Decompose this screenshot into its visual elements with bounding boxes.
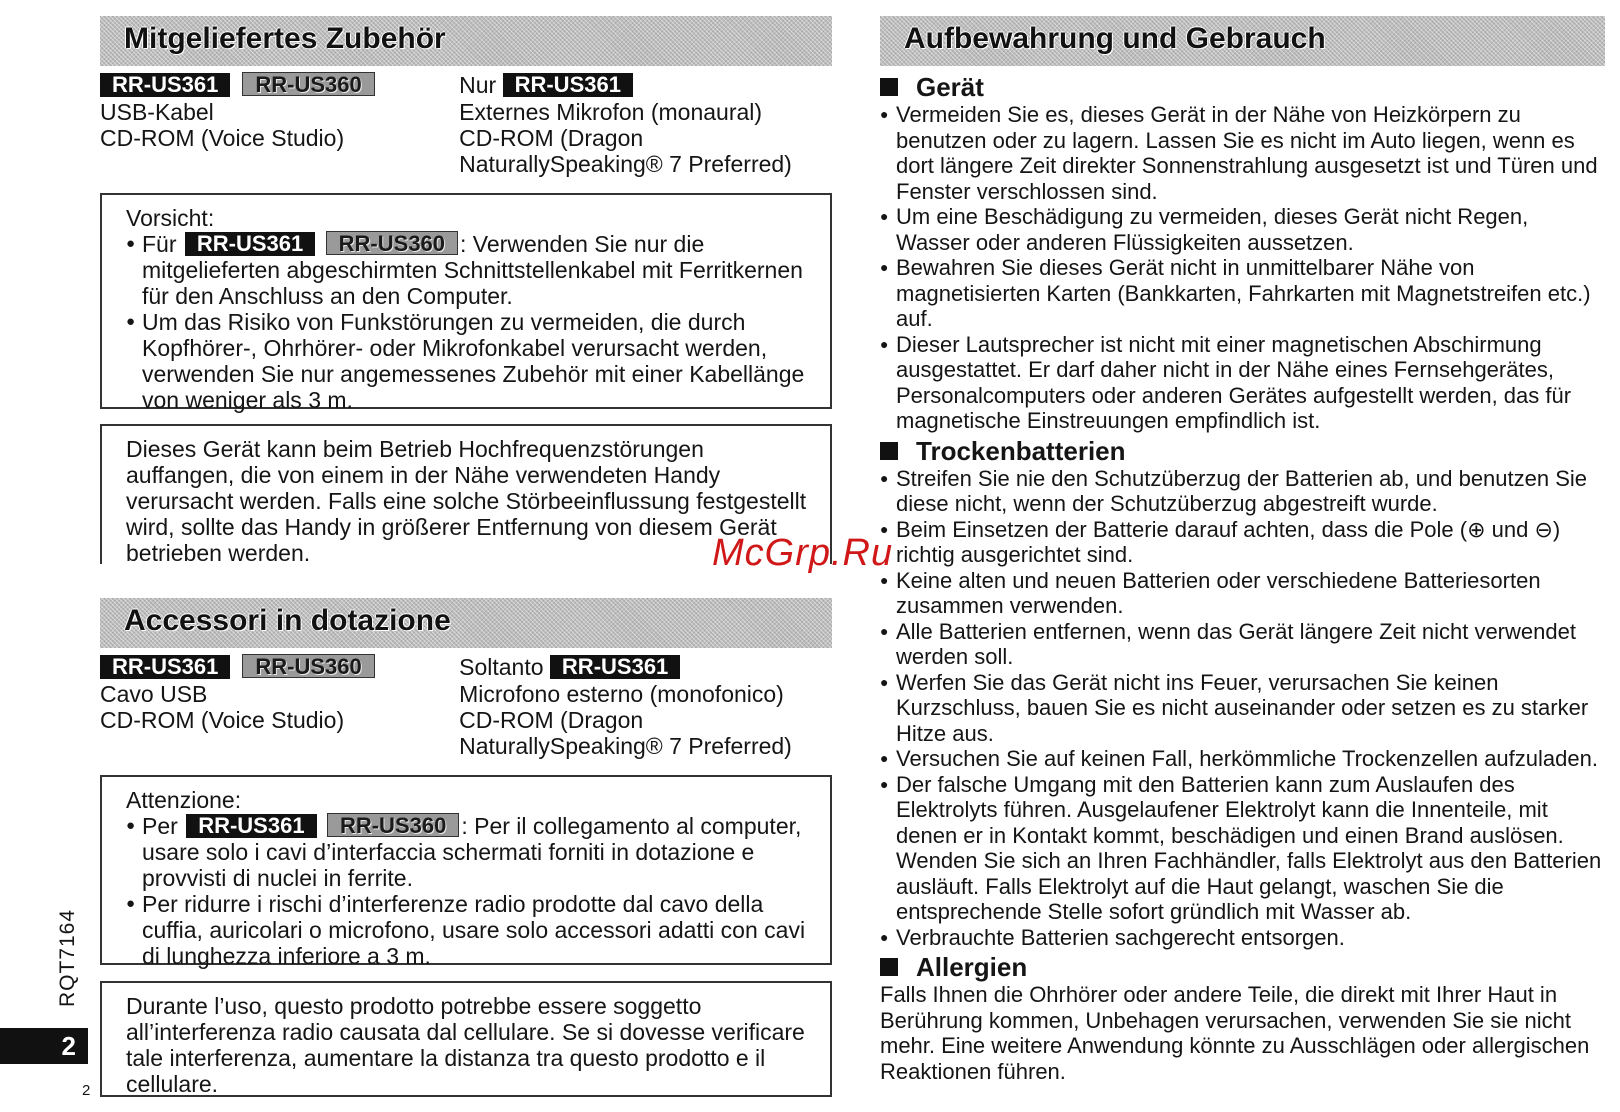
model-badge-us361: RR-US361 bbox=[185, 232, 315, 256]
bullet-text: : Verwenden Sie nur die mitgelieferten abgeschirmten Schnittstellenkabel mit Ferritkernen für den Anschluss an den Computer. bbox=[142, 231, 803, 309]
bullet-prefix: Per bbox=[142, 813, 178, 839]
square-bullet-icon bbox=[880, 958, 898, 976]
accessory-item: CD-ROM (Dragon bbox=[459, 707, 644, 733]
right-column bbox=[880, 16, 1605, 1084]
watermark: McGrp.Ru bbox=[712, 532, 894, 574]
accessory-item: CD-ROM (Voice Studio) bbox=[100, 707, 345, 733]
list-item: ● Werfen Sie das Gerät nicht ins Feuer, verursachen Sie keinen Kurzschluss, bauen Sie es nicht auseinander oder setzen es zu starker Hitze aus. bbox=[880, 670, 1605, 747]
caution-bullet: ● Per ridurre i rischi d’interferenze radio prodotte dal cavo della cuffia, auricolari o microfono, usare solo accessori adatti con cavi di lunghezza inferiore a 3 m. bbox=[126, 891, 810, 969]
accessory-item: CD-ROM (Dragon bbox=[459, 125, 644, 151]
caution-bullet bbox=[126, 231, 810, 309]
square-bullet-icon bbox=[880, 442, 898, 460]
notice-box-it bbox=[100, 981, 832, 1097]
list-item: ● Beim Einsetzen der Batterie darauf achten, dass die Pole (⊕ und ⊖) richtig ausgerichtet sind. bbox=[880, 517, 1605, 568]
model-badge-us360: RR-US360 bbox=[327, 813, 459, 837]
list-item: ● Um eine Beschädigung zu vermeiden, dieses Gerät nicht Regen, Wasser oder anderen Flüssigkeiten aussetzen. bbox=[880, 204, 1605, 255]
accessory-item: Externes Mikrofon (monaural) bbox=[459, 99, 763, 125]
accessory-list-it bbox=[100, 654, 832, 759]
accessory-item: Microfono esterno (monofonico) bbox=[459, 681, 784, 707]
model-badge-us360: RR-US360 bbox=[242, 654, 374, 678]
accessory-item: USB-Kabel bbox=[100, 99, 214, 125]
list-item: ● Alle Batterien entfernen, wenn das Gerät längere Zeit nicht verwendet werden soll. bbox=[880, 619, 1605, 670]
list-item: ● Bewahren Sie dieses Gerät nicht in unmittelbarer Nähe von magnetisierten Karten (Bankkarten, Fahrkarten mit Magnetstreifen etc.) auf. bbox=[880, 255, 1605, 332]
section-heading-accessories-de bbox=[100, 16, 832, 66]
model-badge-us361: RR-US361 bbox=[503, 73, 633, 97]
subheading-allergies: Allergien bbox=[880, 952, 1605, 982]
subheading-batteries: Trockenbatterien bbox=[880, 436, 1605, 466]
list-item: ● Versuchen Sie auf keinen Fall, herkömmliche Trockenzellen aufzuladen. bbox=[880, 746, 1605, 772]
section-heading-storage bbox=[880, 16, 1605, 66]
square-bullet-icon bbox=[880, 78, 898, 96]
accessory-list-de bbox=[100, 72, 832, 177]
model-badge-us360: RR-US360 bbox=[326, 231, 458, 255]
small-page-number: 2 bbox=[82, 1082, 91, 1099]
allergy-text: Falls Ihnen die Ohrhörer oder andere Teile, die direkt mit Ihrer Haut in Berührung kommen, Unbehagen verursachen, verwenden Sie sie nicht mehr. Eine weitere Anwendung könnte zu Ausschlägen oder allergischen Reaktionen führen. bbox=[880, 982, 1590, 1084]
heading-text: Aufbewahrung und Gebrauch bbox=[904, 22, 1326, 55]
model-badge-us361: RR-US361 bbox=[100, 73, 230, 97]
list-item: ● Verbrauchte Batterien sachgerecht entsorgen. bbox=[880, 925, 1605, 951]
caution-label: Vorsicht: bbox=[126, 205, 215, 231]
list-item: ● Vermeiden Sie es, dieses Gerät in der Nähe von Heizkörpern zu benutzen oder zu lagern. Lassen Sie es nicht im Auto liegen, wenn es dort längere Zeit direkter Sonnenstrahlung ausgesetzt ist und Türen und Fenster verschlossen sind. bbox=[880, 102, 1605, 204]
doc-code: RQT7164 bbox=[56, 908, 80, 1008]
caution-bullet: ● Um das Risiko von Funkstörungen zu vermeiden, die durch Kopfhörer-, Ohrhörer- oder Mikrofonkabel verursacht werden, verwenden Sie nur angemessenes Zubehör mit einer Kabellänge von weniger als 3 m. bbox=[126, 309, 810, 413]
list-item: ● Streifen Sie nie den Schutzüberzug der Batterien ab, und benutzen Sie diese nicht, wenn der Schutzüberzug abgestreift wurde. bbox=[880, 466, 1605, 517]
bullet-text: : Per il collegamento al computer, usare solo i cavi d’interfaccia schermati forniti in dotazione e provvisti di nuclei in ferrite. bbox=[142, 813, 802, 891]
page-number: 2 bbox=[0, 1028, 88, 1064]
notice-text: Durante l’uso, questo prodotto potrebbe essere soggetto all’interferenza radio causata dal cellulare. Se si dovesse verificare tale interferenza, aumentare la distanza tra questo prodotto e il cellulare. bbox=[126, 993, 805, 1097]
accessory-item: Cavo USB bbox=[100, 681, 208, 707]
notice-text: Dieses Gerät kann beim Betrieb Hochfrequenzstörungen auffangen, die von einem in der Nähe verwendeten Handy verursacht werden. Falls eine solche Störbeeinflussung festgestellt wird, sollte das Handy in größerer Entfernung von diesem Gerät betrieben werden. bbox=[126, 436, 807, 566]
heading-text: Mitgeliefertes Zubehör bbox=[124, 22, 446, 55]
model-badge-us361: RR-US361 bbox=[550, 655, 680, 679]
accessory-item: CD-ROM (Voice Studio) bbox=[100, 125, 345, 151]
caution-bullet bbox=[126, 813, 810, 891]
battery-list bbox=[880, 466, 1605, 951]
accessory-item: NaturallySpeaking® 7 Preferred) bbox=[459, 151, 792, 177]
subheading-geraet: Gerät bbox=[880, 72, 1605, 102]
geraet-list bbox=[880, 102, 1605, 434]
model-badge-us361: RR-US361 bbox=[186, 814, 316, 838]
heading-text: Accessori in dotazione bbox=[124, 604, 451, 637]
model-badge-us360: RR-US360 bbox=[242, 72, 374, 96]
only-label: Nur bbox=[459, 72, 497, 98]
list-item: ● Keine alten und neuen Batterien oder verschiedene Batteriesorten zusammen verwenden. bbox=[880, 568, 1605, 619]
caution-box-it bbox=[100, 775, 832, 969]
caution-label: Attenzione: bbox=[126, 787, 242, 813]
list-item: ● Dieser Lautsprecher ist nicht mit einer magnetischen Abschirmung ausgestattet. Er darf daher nicht in der Nähe eines Fernsehgerätes, Personalcomputers oder anderen Gerätes aufgestellt werden, das für magnetische Einstreuungen empfindlich ist. bbox=[880, 332, 1605, 434]
list-item: ● Der falsche Umgang mit den Batterien kann zum Auslaufen des Elektrolyts führen. Ausgelaufener Elektrolyt kann die Innenteile, mit denen er in Kontakt kommt, beschädigen und einen Brand auslösen. Wenden Sie sich an Ihren Fachhändler, falls Elektrolyt aus den Batterien ausläuft. Falls Elektrolyt auf die Haut gelangt, waschen Sie die entsprechende Stelle sofort gründlich mit Wasser ab. bbox=[880, 772, 1605, 925]
model-badge-us361: RR-US361 bbox=[100, 655, 230, 679]
section-heading-accessories-it bbox=[100, 598, 832, 648]
bullet-prefix: Für bbox=[142, 231, 177, 257]
caution-box-de bbox=[100, 193, 832, 413]
accessory-item: NaturallySpeaking® 7 Preferred) bbox=[459, 733, 792, 759]
only-label: Soltanto bbox=[459, 654, 544, 680]
